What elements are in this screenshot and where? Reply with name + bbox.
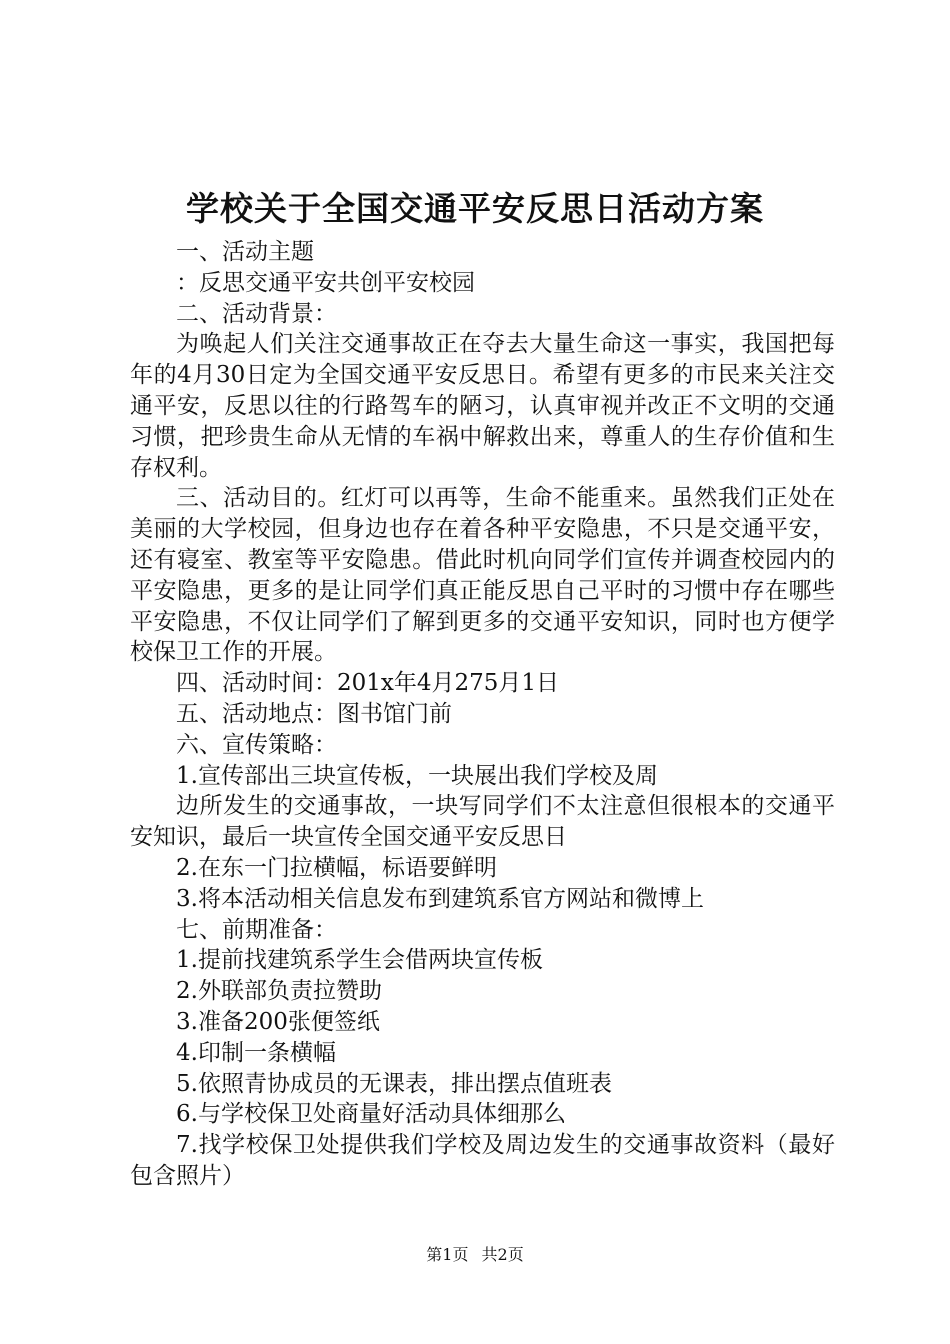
page-total: 共2页 bbox=[481, 1245, 524, 1264]
publicity-item-1: 1.宣传部出三块宣传板，一块展出我们学校及周 bbox=[176, 762, 658, 789]
preparation-item-4: 4.印制一条横幅 bbox=[176, 1039, 336, 1066]
preparation-item-2: 2.外联部负责拉赞助 bbox=[176, 978, 382, 1005]
page-footer bbox=[0, 1244, 950, 1266]
preparation-item-3: 3.准备200张便签纸 bbox=[176, 1008, 380, 1035]
purpose-paragraph: 三、活动目的。红灯可以再等，生命不能重来。虽然我们正处在美丽的大学校园，但身边也存在着各种平安隐患，不只是交通平安，还有寝室、教室等平安隐患。借此时机向同学们宣传并调查校园内的平安隐患，更多的是让同学们真正能反思自己平时的习惯中存在哪些平安隐患，不仅让同学们了解到更多的交通平安知识，同时也方便学校保卫工作的开展。 bbox=[130, 485, 835, 666]
publicity-item-3: 3.将本活动相关信息发布到建筑系官方网站和微博上 bbox=[176, 885, 704, 912]
preparation-item-5: 5.依照青协成员的无课表，排出摆点值班表 bbox=[176, 1070, 612, 1097]
preparation-item-7: 7.找学校保卫处提供我们学校及周边发生的交通事故资料（最好包含照片） bbox=[130, 1132, 835, 1189]
document-body bbox=[130, 237, 835, 1192]
section-heading-preparation: 七、前期准备： bbox=[176, 916, 337, 943]
preparation-item-6: 6.与学校保卫处商量好活动具体细那么 bbox=[176, 1101, 566, 1128]
document-title: 学校关于全国交通平安反思日活动方案 bbox=[186, 189, 764, 228]
theme-text: ：反思交通平安共创平安校园 bbox=[176, 269, 475, 296]
publicity-item-1-continued: 边所发生的交通事故，一块写同学们不太注意但很根本的交通平安知识，最后一块宣传全国交通平安反思日 bbox=[130, 793, 835, 851]
background-paragraph: 为唤起人们关注交通事故正在夺去大量生命这一事实，我国把每年的4月30日定为全国交通平安反思日。希望有更多的市民来关注交通平安，反思以往的行路驾车的陋习，认真审视并改正不文明的交通习惯，把珍贵生命从无情的车祸中解救出来，尊重人的生存价值和生存权利。 bbox=[130, 331, 835, 481]
preparation-item-1: 1.提前找建筑系学生会借两块宣传板 bbox=[176, 947, 543, 974]
section-heading-theme: 一、活动主题 bbox=[176, 239, 314, 265]
section-heading-publicity: 六、宣传策略： bbox=[176, 731, 337, 758]
section-heading-background: 二、活动背景： bbox=[176, 300, 337, 327]
page-number: 第1页 bbox=[426, 1245, 469, 1264]
publicity-item-2: 2.在东一门拉横幅，标语要鲜明 bbox=[176, 854, 497, 881]
activity-time: 四、活动时间：201x年4月275月1日 bbox=[176, 670, 560, 697]
activity-location: 五、活动地点：图书馆门前 bbox=[176, 700, 452, 727]
